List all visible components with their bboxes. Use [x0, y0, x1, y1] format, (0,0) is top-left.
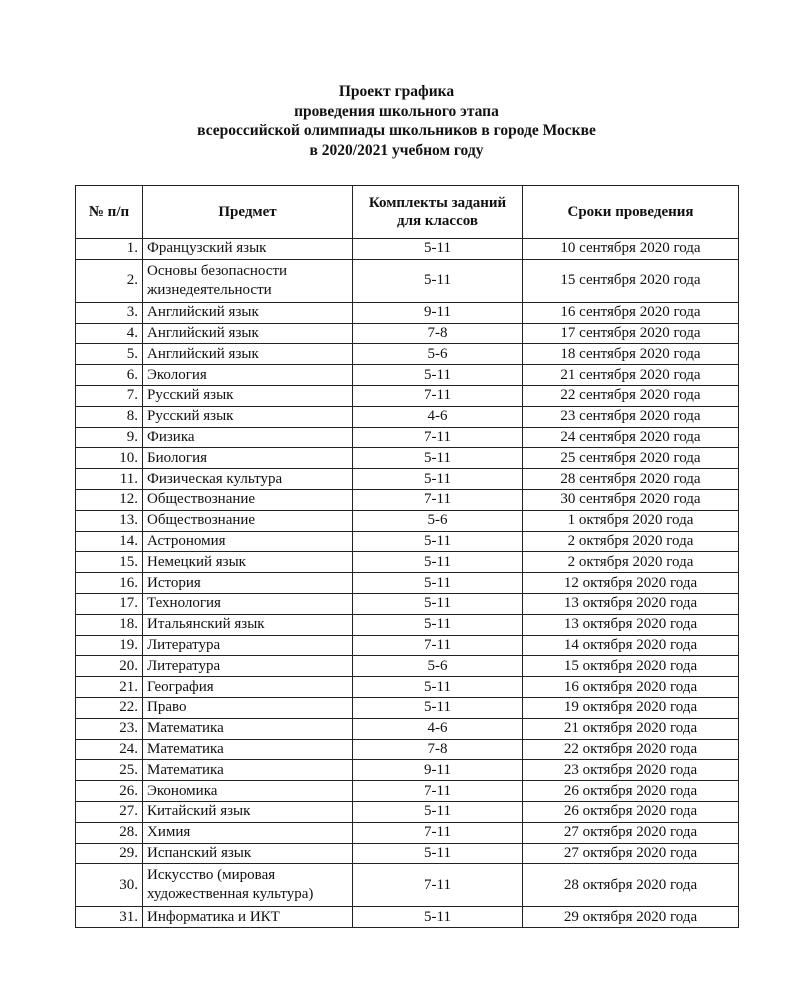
- row-date: 16 сентября 2020 года: [523, 302, 739, 323]
- table-row: [76, 718, 739, 739]
- row-date: 22 октября 2020 года: [523, 739, 739, 760]
- row-date: 10 сентября 2020 года: [523, 239, 739, 260]
- title-line-4: в 2020/2021 учебном году: [309, 141, 484, 159]
- table-row: [76, 448, 739, 469]
- table-body: [76, 239, 739, 928]
- row-number: 11.: [76, 469, 143, 490]
- table-row: [76, 677, 739, 698]
- row-kits: 5-11: [353, 801, 523, 822]
- row-number: 5.: [76, 344, 143, 365]
- row-number: 15.: [76, 552, 143, 573]
- row-subject: Английский язык: [143, 323, 353, 344]
- row-kits: 5-11: [353, 552, 523, 573]
- row-kits: 7-11: [353, 864, 523, 907]
- table-row: [76, 864, 739, 907]
- table-row: [76, 656, 739, 677]
- table-row: [76, 239, 739, 260]
- row-date: 2 октября 2020 года: [523, 531, 739, 552]
- row-kits: 5-11: [353, 573, 523, 594]
- row-date: 27 октября 2020 года: [523, 822, 739, 843]
- row-kits: 5-6: [353, 344, 523, 365]
- row-date: 15 сентября 2020 года: [523, 259, 739, 302]
- row-date: 16 октября 2020 года: [523, 677, 739, 698]
- table-row: [76, 344, 739, 365]
- header-subject: Предмет: [143, 186, 353, 239]
- row-date: 26 октября 2020 года: [523, 781, 739, 802]
- row-kits: 5-11: [353, 614, 523, 635]
- row-date: 30 сентября 2020 года: [523, 489, 739, 510]
- row-date: 25 сентября 2020 года: [523, 448, 739, 469]
- row-number: 10.: [76, 448, 143, 469]
- row-number: 23.: [76, 718, 143, 739]
- row-subject: Китайский язык: [143, 801, 353, 822]
- row-date: 28 октября 2020 года: [523, 864, 739, 907]
- row-number: 28.: [76, 822, 143, 843]
- table-row: [76, 259, 739, 302]
- row-number: 6.: [76, 365, 143, 386]
- row-subject: Физика: [143, 427, 353, 448]
- row-date: 28 сентября 2020 года: [523, 469, 739, 490]
- row-date: 21 октября 2020 года: [523, 718, 739, 739]
- row-kits: 5-6: [353, 656, 523, 677]
- row-number: 1.: [76, 239, 143, 260]
- row-subject: Немецкий язык: [143, 552, 353, 573]
- row-subject: Русский язык: [143, 406, 353, 427]
- row-subject: Итальянский язык: [143, 614, 353, 635]
- table-row: [76, 760, 739, 781]
- row-date: 12 октября 2020 года: [523, 573, 739, 594]
- document-title: [0, 82, 793, 160]
- row-date: 27 октября 2020 года: [523, 843, 739, 864]
- title-line-2: проведения школьного этапа: [294, 102, 499, 120]
- row-kits: 7-11: [353, 781, 523, 802]
- row-number: 24.: [76, 739, 143, 760]
- row-subject: Обществознание: [143, 489, 353, 510]
- row-date: 18 сентября 2020 года: [523, 344, 739, 365]
- table-row: [76, 781, 739, 802]
- row-number: 4.: [76, 323, 143, 344]
- row-subject: Экономика: [143, 781, 353, 802]
- row-subject: Экология: [143, 365, 353, 386]
- row-number: 3.: [76, 302, 143, 323]
- row-number: 21.: [76, 677, 143, 698]
- row-number: 2.: [76, 259, 143, 302]
- row-subject: Английский язык: [143, 344, 353, 365]
- table-row: [76, 635, 739, 656]
- row-subject: Информатика и ИКТ: [143, 907, 353, 928]
- row-number: 30.: [76, 864, 143, 907]
- row-kits: 5-11: [353, 843, 523, 864]
- row-date: 21 сентября 2020 года: [523, 365, 739, 386]
- row-number: 8.: [76, 406, 143, 427]
- row-number: 26.: [76, 781, 143, 802]
- table-row: [76, 697, 739, 718]
- header-num: № п/п: [76, 186, 143, 239]
- row-kits: 4-6: [353, 406, 523, 427]
- row-date: 23 сентября 2020 года: [523, 406, 739, 427]
- row-kits: 5-11: [353, 448, 523, 469]
- header-kits-line-2: для классов: [397, 213, 478, 229]
- row-subject: Французский язык: [143, 239, 353, 260]
- row-number: 14.: [76, 531, 143, 552]
- row-kits: 7-11: [353, 385, 523, 406]
- row-number: 22.: [76, 697, 143, 718]
- row-number: 31.: [76, 907, 143, 928]
- table-row: [76, 489, 739, 510]
- row-kits: 5-11: [353, 469, 523, 490]
- row-date: 26 октября 2020 года: [523, 801, 739, 822]
- row-date: 14 октября 2020 года: [523, 635, 739, 656]
- table-row: [76, 593, 739, 614]
- table-row: [76, 365, 739, 386]
- row-subject: Биология: [143, 448, 353, 469]
- title-line-3: всероссийской олимпиады школьников в городе Москве: [197, 122, 596, 139]
- header-dates: Сроки проведения: [523, 186, 739, 239]
- row-kits: 5-11: [353, 593, 523, 614]
- table-row: [76, 427, 739, 448]
- row-subject: Испанский язык: [143, 843, 353, 864]
- row-kits: 5-11: [353, 259, 523, 302]
- row-date: 13 октября 2020 года: [523, 614, 739, 635]
- row-date: 22 сентября 2020 года: [523, 385, 739, 406]
- table-row: [76, 801, 739, 822]
- row-date: 13 октября 2020 года: [523, 593, 739, 614]
- row-number: 29.: [76, 843, 143, 864]
- row-kits: 7-8: [353, 739, 523, 760]
- row-number: 19.: [76, 635, 143, 656]
- table-row: [76, 843, 739, 864]
- row-kits: 5-11: [353, 239, 523, 260]
- row-number: 9.: [76, 427, 143, 448]
- table-row: [76, 385, 739, 406]
- table-row: [76, 323, 739, 344]
- row-date: 1 октября 2020 года: [523, 510, 739, 531]
- row-subject: Право: [143, 697, 353, 718]
- row-kits: 5-11: [353, 365, 523, 386]
- table-row: [76, 552, 739, 573]
- row-kits: 5-11: [353, 677, 523, 698]
- row-date: 19 октября 2020 года: [523, 697, 739, 718]
- row-date: 17 сентября 2020 года: [523, 323, 739, 344]
- table-row: [76, 739, 739, 760]
- row-kits: 5-6: [353, 510, 523, 531]
- row-subject: Литература: [143, 635, 353, 656]
- row-date: 29 октября 2020 года: [523, 907, 739, 928]
- row-kits: 9-11: [353, 760, 523, 781]
- row-subject: Искусство (мировая художественная культура): [143, 864, 353, 907]
- row-subject: Физическая культура: [143, 469, 353, 490]
- row-kits: 7-8: [353, 323, 523, 344]
- row-number: 16.: [76, 573, 143, 594]
- row-kits: 7-11: [353, 427, 523, 448]
- row-kits: 7-11: [353, 489, 523, 510]
- row-kits: 9-11: [353, 302, 523, 323]
- row-kits: 7-11: [353, 635, 523, 656]
- row-subject: Математика: [143, 718, 353, 739]
- row-kits: 5-11: [353, 697, 523, 718]
- row-subject: Русский язык: [143, 385, 353, 406]
- row-subject: Технология: [143, 593, 353, 614]
- row-number: 18.: [76, 614, 143, 635]
- row-number: 12.: [76, 489, 143, 510]
- row-number: 13.: [76, 510, 143, 531]
- row-subject: Астрономия: [143, 531, 353, 552]
- row-date: 23 октября 2020 года: [523, 760, 739, 781]
- olympiad-schedule-table: [75, 185, 739, 928]
- header-kits: [353, 186, 523, 239]
- row-date: 24 сентября 2020 года: [523, 427, 739, 448]
- table-row: [76, 822, 739, 843]
- table-row: [76, 573, 739, 594]
- row-number: 25.: [76, 760, 143, 781]
- table-row: [76, 614, 739, 635]
- row-kits: 7-11: [353, 822, 523, 843]
- row-number: 20.: [76, 656, 143, 677]
- table-row: [76, 406, 739, 427]
- table-row: [76, 469, 739, 490]
- row-subject: Математика: [143, 760, 353, 781]
- row-kits: 5-11: [353, 907, 523, 928]
- row-subject: Литература: [143, 656, 353, 677]
- row-date: 15 октября 2020 года: [523, 656, 739, 677]
- row-number: 7.: [76, 385, 143, 406]
- row-subject: Обществознание: [143, 510, 353, 531]
- row-date: 2 октября 2020 года: [523, 552, 739, 573]
- row-subject: Основы безопасности жизнедеятельности: [143, 259, 353, 302]
- header-row: [76, 186, 739, 239]
- row-number: 17.: [76, 593, 143, 614]
- row-kits: 5-11: [353, 531, 523, 552]
- table-row: [76, 907, 739, 928]
- table-row: [76, 302, 739, 323]
- row-subject: История: [143, 573, 353, 594]
- row-number: 27.: [76, 801, 143, 822]
- row-kits: 4-6: [353, 718, 523, 739]
- row-subject: Химия: [143, 822, 353, 843]
- row-subject: Английский язык: [143, 302, 353, 323]
- table-row: [76, 531, 739, 552]
- row-subject: Математика: [143, 739, 353, 760]
- row-subject: География: [143, 677, 353, 698]
- header-kits-line-1: Комплекты заданий: [368, 195, 507, 211]
- title-line-1: Проект графика: [338, 83, 455, 100]
- table-row: [76, 510, 739, 531]
